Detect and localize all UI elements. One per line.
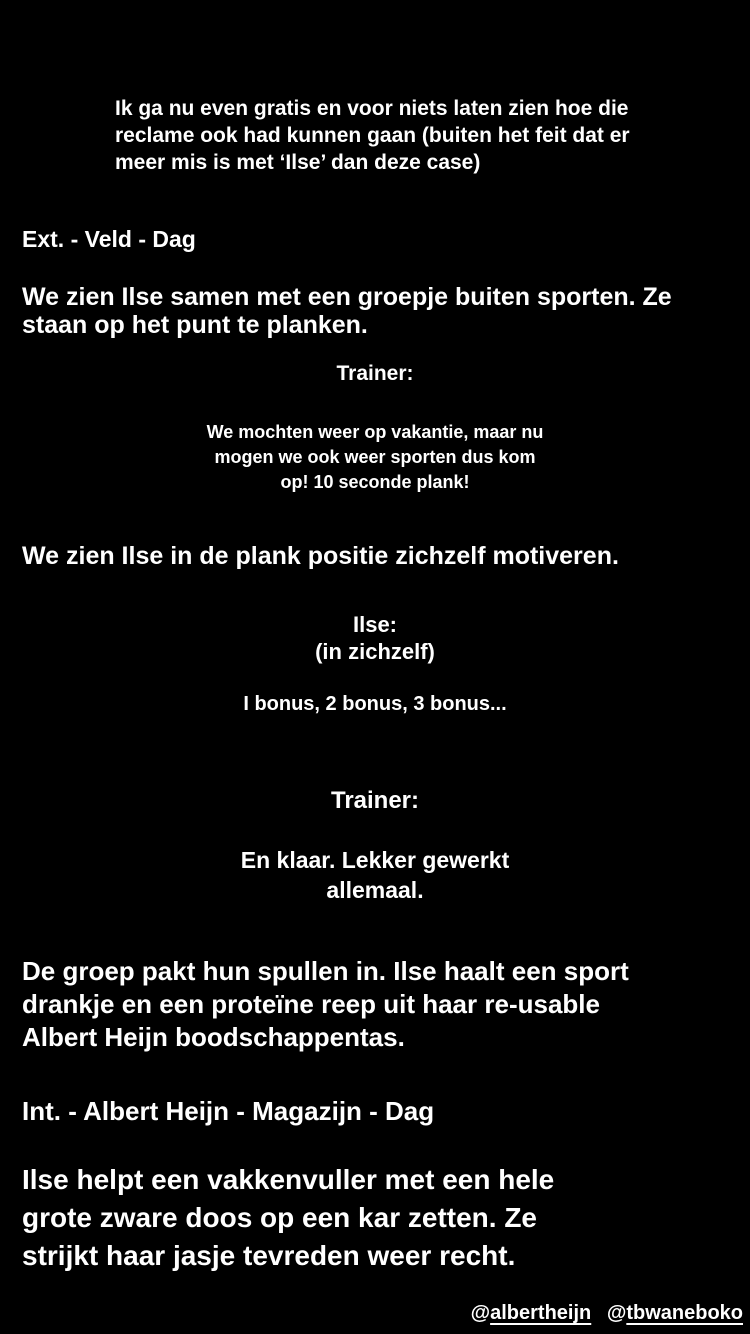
- text-line: We zien Ilse in de plank positie zichzelf motiveren.: [22, 542, 619, 570]
- text-line: (in zichzelf): [315, 639, 435, 664]
- text-line: Ext. - Veld - Dag: [22, 226, 196, 252]
- character-ilse: [0, 611, 750, 665]
- text-line: Ilse helpt een vakkenvuller met een hele: [22, 1164, 555, 1195]
- text-line: mogen we ook weer sporten dus kom: [214, 447, 536, 467]
- text-line: op! 10 seconde plank!: [280, 472, 470, 492]
- text-line: strijkt haar jasje tevreden weer recht.: [22, 1240, 516, 1271]
- dialogue-ilse-bonus: [0, 691, 750, 717]
- text-line: drankje en een proteïne reep uit haar re-usable: [22, 989, 600, 1019]
- mention-albertheijn[interactable]: [471, 1302, 592, 1324]
- dialogue-trainer-2: [0, 845, 750, 905]
- text-line: staan op het punt te planken.: [22, 311, 368, 339]
- mention-handle: albertheijn: [490, 1302, 592, 1324]
- text-line: meer mis is met ‘Ilse’ dan deze case): [115, 151, 481, 174]
- text-line: Trainer:: [336, 362, 414, 385]
- text-line: reclame ook had kunnen gaan (buiten het feit dat er: [115, 124, 630, 147]
- scene-heading-int-albert-heijn: [22, 1096, 434, 1127]
- intro-note: [115, 95, 630, 176]
- text-line: We mochten weer op vakantie, maar nu: [206, 422, 544, 442]
- text-line: En klaar. Lekker gewerkt: [240, 847, 510, 873]
- mention-handle: tbwaneboko: [626, 1302, 743, 1324]
- text-line: De groep pakt hun spullen in. Ilse haalt een sport: [22, 956, 629, 986]
- scene-heading-ext-veld-dag: [22, 225, 196, 253]
- text-line: Int. - Albert Heijn - Magazijn - Dag: [22, 1096, 435, 1126]
- action-vakkenvuller: [22, 1161, 554, 1275]
- text-line: I bonus, 2 bonus, 3 bonus...: [243, 693, 507, 715]
- action-groepje-sporten: [22, 283, 672, 339]
- at-sign: @: [470, 1302, 491, 1324]
- text-line: We zien Ilse samen met een groepje buiten sporten. Ze: [22, 283, 672, 311]
- text-line: allemaal.: [326, 877, 424, 903]
- text-line: grote zware doos op een kar zetten. Ze: [22, 1202, 538, 1233]
- text-line: Trainer:: [330, 787, 420, 814]
- character-trainer-2: [0, 786, 750, 815]
- mention-tags: [461, 1300, 743, 1326]
- mention-tbwaneboko[interactable]: [607, 1302, 743, 1324]
- character-trainer-1: [0, 361, 750, 387]
- dialogue-trainer-1: [0, 420, 750, 495]
- text-line: Ilse:: [352, 612, 398, 637]
- text-line: Ik ga nu even gratis en voor niets laten zien hoe die: [115, 97, 629, 120]
- text-line: Albert Heijn boodschappentas.: [22, 1022, 405, 1052]
- action-boodschappentas: [22, 955, 629, 1054]
- action-plank-positie: [22, 542, 619, 571]
- at-sign: @: [606, 1302, 627, 1324]
